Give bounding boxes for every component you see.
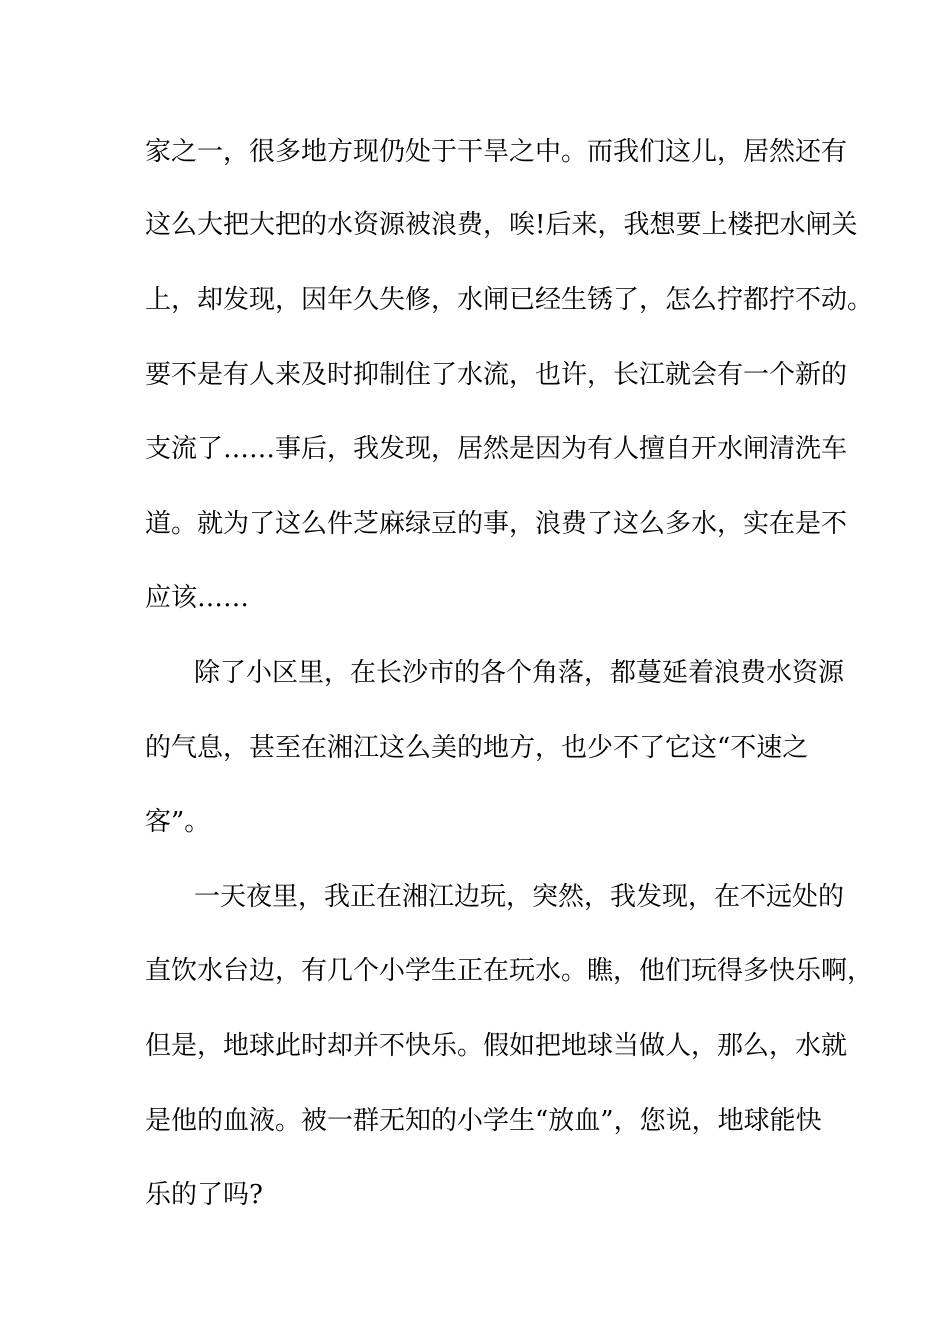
paragraph-1-line-3: 上，却发现，因年久失修，水闸已经生锈了，怎么拧都拧不动。 bbox=[145, 285, 874, 315]
paragraph-3-line-4: 是他的血液。被一群无知的小学生“放血”，您说，地球能快 bbox=[145, 1106, 822, 1136]
paragraph-1-line-7: 应该…… bbox=[145, 583, 250, 613]
paragraph-3-line-3: 但是，地球此时却并不快乐。假如把地球当做人，那么，水就 bbox=[145, 1031, 848, 1061]
paragraph-1-line-5: 支流了……事后，我发现，居然是因为有人擅自开水闸清洗车 bbox=[145, 434, 848, 464]
paragraph-1-line-4: 要不是有人来及时抑制住了水流，也许，长江就会有一个新的 bbox=[145, 360, 848, 390]
paragraph-2-line-1: 除了小区里，在长沙市的各个角落，都蔓延着浪费水资源 bbox=[194, 658, 845, 688]
paragraph-1-line-2: 这么大把大把的水资源被浪费，唉!后来，我想要上楼把水闸关 bbox=[145, 210, 858, 240]
paragraph-1-line-1: 家之一，很多地方现仍处于干旱之中。而我们这儿，居然还有 bbox=[145, 137, 848, 167]
paragraph-3-line-2: 直饮水台边，有几个小学生正在玩水。瞧，他们玩得多快乐啊， bbox=[145, 956, 874, 986]
paragraph-2-line-2: 的气息，甚至在湘江这么美的地方，也少不了它这“不速之 bbox=[145, 733, 809, 763]
paragraph-3-line-5: 乐的了吗? bbox=[145, 1180, 263, 1210]
paragraph-3-line-1: 一天夜里，我正在湘江边玩，突然，我发现，在不远处的 bbox=[194, 882, 845, 912]
paragraph-2-line-3: 客”。 bbox=[145, 807, 211, 837]
paragraph-1-line-6: 道。就为了这么件芝麻绿豆的事，浪费了这么多水，实在是不 bbox=[145, 509, 848, 539]
